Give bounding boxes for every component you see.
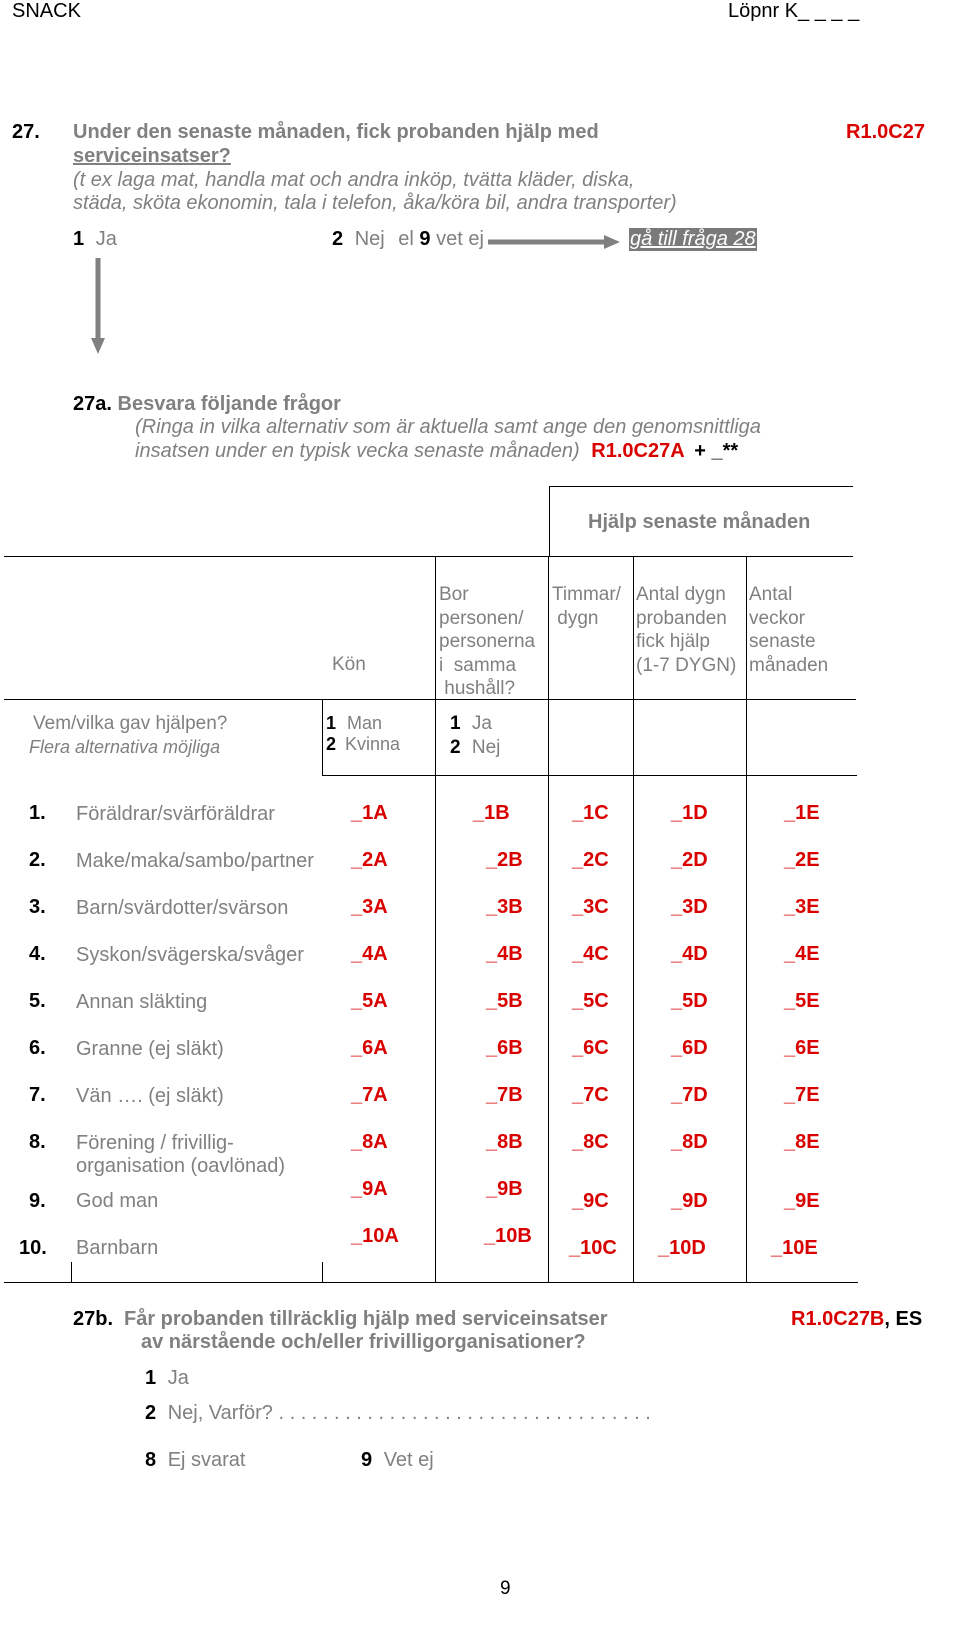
code-e: _2E	[784, 849, 820, 871]
row-label: Granne (ej släkt)	[76, 1038, 224, 1060]
q27-option-nej[interactable]	[332, 228, 484, 251]
header-line: probanden	[636, 607, 727, 629]
table-line	[548, 556, 549, 1283]
q27b-code: R1.0C27B	[791, 1308, 885, 1330]
code-e: _7E	[784, 1084, 820, 1106]
q27b-option-ej-svarat[interactable]	[145, 1449, 246, 1472]
code-d: _6D	[671, 1037, 708, 1059]
row-label: Make/maka/sambo/partner	[76, 850, 314, 872]
code-e: _10E	[771, 1237, 818, 1259]
option-number: 9	[361, 1449, 373, 1471]
row-number: 6.	[29, 1037, 46, 1059]
code-d: _3D	[671, 896, 708, 918]
option-label: Nej	[354, 228, 385, 250]
q27-title-line2: serviceinsatser?	[73, 145, 231, 167]
option-label: Vet ej	[383, 1449, 434, 1471]
who-note: Flera alternativa möjliga	[29, 737, 221, 757]
q27a-title: Besvara följande frågor	[117, 393, 341, 415]
code-b: _2B	[486, 849, 523, 871]
header-line: (1-7 DYGN)	[636, 654, 737, 676]
code-b: _8B	[486, 1131, 523, 1153]
code-b: _4B	[486, 943, 523, 965]
q27-code: R1.0C27	[846, 121, 925, 143]
header-line: personerna	[439, 631, 536, 652]
table-line	[746, 556, 747, 1283]
code-b: _9B	[486, 1178, 523, 1200]
code-a: _8A	[351, 1131, 388, 1153]
code-e: _1E	[784, 802, 820, 824]
row-number: 1.	[29, 802, 46, 824]
table-line	[322, 699, 323, 775]
option-label: Kvinna	[345, 734, 401, 754]
option-label: vet ej	[436, 228, 484, 250]
q27b-number: 27b.	[73, 1308, 114, 1330]
option-number: 1	[326, 713, 337, 733]
header-line: hushåll?	[439, 678, 516, 699]
code-b: _5B	[486, 990, 523, 1012]
header-right: Löpnr K_ _ _ _	[728, 0, 860, 22]
code-c: _10C	[569, 1237, 617, 1259]
who-label: Vem/vilka gav hjälpen?	[33, 713, 228, 734]
header-line: fick hjälp	[636, 631, 710, 652]
header-line: Antal	[749, 584, 793, 605]
code-d: _5D	[671, 990, 708, 1012]
row-label: Barnbarn	[76, 1237, 159, 1259]
code-e: _3E	[784, 896, 820, 918]
option-label: Man	[347, 713, 383, 733]
code-c: _8C	[572, 1131, 609, 1153]
col-veckor-header	[749, 583, 828, 677]
q27a-heading	[73, 393, 341, 416]
q27a-note-line2: insatsen under en typisk vecka senaste månaden)	[135, 440, 580, 462]
row-label: Förening / frivillig-	[76, 1132, 234, 1154]
option-number: 9	[419, 228, 431, 250]
table-line	[4, 556, 853, 557]
code-b: _6B	[486, 1037, 523, 1059]
code-a: _7A	[351, 1084, 388, 1106]
table-line	[4, 1282, 858, 1283]
goto-q28-link[interactable]: gå till fråga 28	[630, 228, 756, 250]
down-arrow-icon	[88, 258, 108, 356]
code-c: _7C	[572, 1084, 609, 1106]
header-line: Timmar/	[552, 584, 621, 605]
code-c: _9C	[572, 1190, 609, 1212]
header-line: dygn	[552, 607, 599, 629]
code-d: _4D	[671, 943, 708, 965]
row-label: Barn/svärdotter/svärson	[76, 897, 289, 919]
col-dygn-header	[636, 583, 736, 677]
col-timmar-header	[552, 583, 621, 630]
col-kon-header: Kön	[332, 654, 366, 675]
header-line: veckor	[749, 607, 805, 629]
code-d: _2D	[671, 849, 708, 871]
q27b-option-vet-ej[interactable]	[361, 1449, 434, 1472]
code-d: _7D	[671, 1084, 708, 1106]
option-number: 1	[450, 713, 461, 734]
q27b-title-line2: av närstående och/eller frivilligorganisationer?	[141, 1331, 586, 1353]
row-number: 10.	[19, 1237, 47, 1259]
option-number: 8	[145, 1449, 157, 1471]
code-d: _10D	[658, 1237, 706, 1259]
row-number: 9.	[29, 1190, 46, 1212]
header-line: månaden	[749, 654, 829, 676]
q27-note-line1: (t ex laga mat, handla mat och andra inköp, tvätta kläder, diska,	[73, 169, 635, 191]
row-number: 4.	[29, 943, 46, 965]
option-label: Ja	[95, 228, 117, 250]
header-line: personen/	[439, 607, 524, 629]
option-number: 1	[73, 228, 85, 250]
q27-title-line1: Under den senaste månaden, fick probanden hjälp med	[73, 121, 599, 143]
q27a-code: R1.0C27A	[591, 440, 685, 462]
code-a: _10A	[351, 1225, 399, 1247]
q27a-note-line2-row	[135, 440, 738, 463]
code-c: _4C	[572, 943, 609, 965]
code-b: _10B	[484, 1225, 532, 1247]
code-d: _9D	[671, 1190, 708, 1212]
q27b-code-suffix: , ES	[884, 1308, 923, 1330]
table-line	[435, 556, 436, 1283]
row-number: 5.	[29, 990, 46, 1012]
code-e: _9E	[784, 1190, 820, 1212]
option-label: Nej	[471, 737, 501, 758]
table-line	[322, 1262, 323, 1282]
row-label: Vän …. (ej släkt)	[76, 1085, 224, 1107]
q27a-number: 27a.	[73, 393, 112, 415]
row-number: 8.	[29, 1131, 46, 1153]
code-a: _4A	[351, 943, 388, 965]
option-connector: el	[398, 228, 414, 250]
page-number: 9	[500, 1578, 511, 1599]
code-a: _6A	[351, 1037, 388, 1059]
kon-option-kvinna[interactable]	[326, 734, 400, 755]
table-line	[322, 775, 857, 776]
code-c: _6C	[572, 1037, 609, 1059]
row-label-line2: organisation (oavlönad)	[76, 1155, 286, 1177]
table-line	[549, 486, 550, 556]
q27b-title-line1: Får probanden tillräcklig hjälp med serviceinsatser	[124, 1308, 608, 1330]
table-line	[549, 486, 853, 487]
code-c: _1C	[572, 802, 609, 824]
option-label: Nej, Varför? . . . . . . . . . . . . . . . . . . . . . . . . . . . . . . . . . .	[167, 1402, 651, 1424]
row-number: 3.	[29, 896, 46, 918]
header-line: Bor	[439, 584, 469, 605]
header-left: SNACK	[12, 0, 81, 22]
code-a: _9A	[351, 1178, 388, 1200]
q27-note-line2: städa, sköta ekonomin, tala i telefon, åka/köra bil, andra transporter)	[73, 192, 677, 214]
code-b: _1B	[473, 802, 510, 824]
row-label: God man	[76, 1190, 159, 1212]
code-e: _6E	[784, 1037, 820, 1059]
group-header: Hjälp senaste månaden	[588, 511, 811, 533]
code-e: _5E	[784, 990, 820, 1012]
table-line	[4, 699, 856, 700]
option-label: Ej svarat	[167, 1449, 246, 1471]
header-line: Antal dygn	[636, 584, 726, 605]
row-label: Annan släkting	[76, 991, 208, 1013]
q27b-option-ja[interactable]	[145, 1367, 189, 1390]
table-line	[71, 1262, 72, 1282]
code-c: _5C	[572, 990, 609, 1012]
code-a: _2A	[351, 849, 388, 871]
code-e: _8E	[784, 1131, 820, 1153]
q27a-code-suffix: + _**	[694, 440, 739, 462]
code-d: _1D	[671, 802, 708, 824]
col-bor-header	[439, 583, 535, 701]
right-arrow-icon	[488, 232, 623, 252]
code-a: _3A	[351, 896, 388, 918]
row-label: Föräldrar/svärföräldrar	[76, 803, 275, 825]
q27-number: 27.	[12, 121, 40, 143]
code-c: _3C	[572, 896, 609, 918]
q27a-note-line1: (Ringa in vilka alternativ som är aktuella samt ange den genomsnittliga	[135, 416, 761, 438]
option-number: 2	[450, 737, 461, 758]
option-label: Ja	[167, 1367, 189, 1389]
q27b-code-row	[791, 1308, 922, 1331]
option-number: 1	[145, 1367, 157, 1389]
row-number: 2.	[29, 849, 46, 871]
option-label: Ja	[471, 713, 492, 734]
code-c: _2C	[572, 849, 609, 871]
row-label: Syskon/svägerska/svåger	[76, 944, 304, 966]
kon-option-man[interactable]	[326, 713, 382, 734]
bor-option-ja[interactable]	[450, 713, 492, 735]
q27-option-ja[interactable]	[73, 228, 117, 251]
code-a: _1A	[351, 802, 388, 824]
option-number: 2	[326, 734, 337, 754]
header-line: senaste	[749, 631, 816, 652]
code-b: _7B	[486, 1084, 523, 1106]
code-d: _8D	[671, 1131, 708, 1153]
code-b: _3B	[486, 896, 523, 918]
row-number: 7.	[29, 1084, 46, 1106]
option-number: 2	[145, 1402, 157, 1424]
q27b-option-nej[interactable]	[145, 1402, 651, 1425]
code-a: _5A	[351, 990, 388, 1012]
header-line: i samma	[439, 654, 517, 676]
table-line	[633, 556, 634, 1283]
code-e: _4E	[784, 943, 820, 965]
bor-option-nej[interactable]	[450, 737, 500, 759]
option-number: 2	[332, 228, 344, 250]
